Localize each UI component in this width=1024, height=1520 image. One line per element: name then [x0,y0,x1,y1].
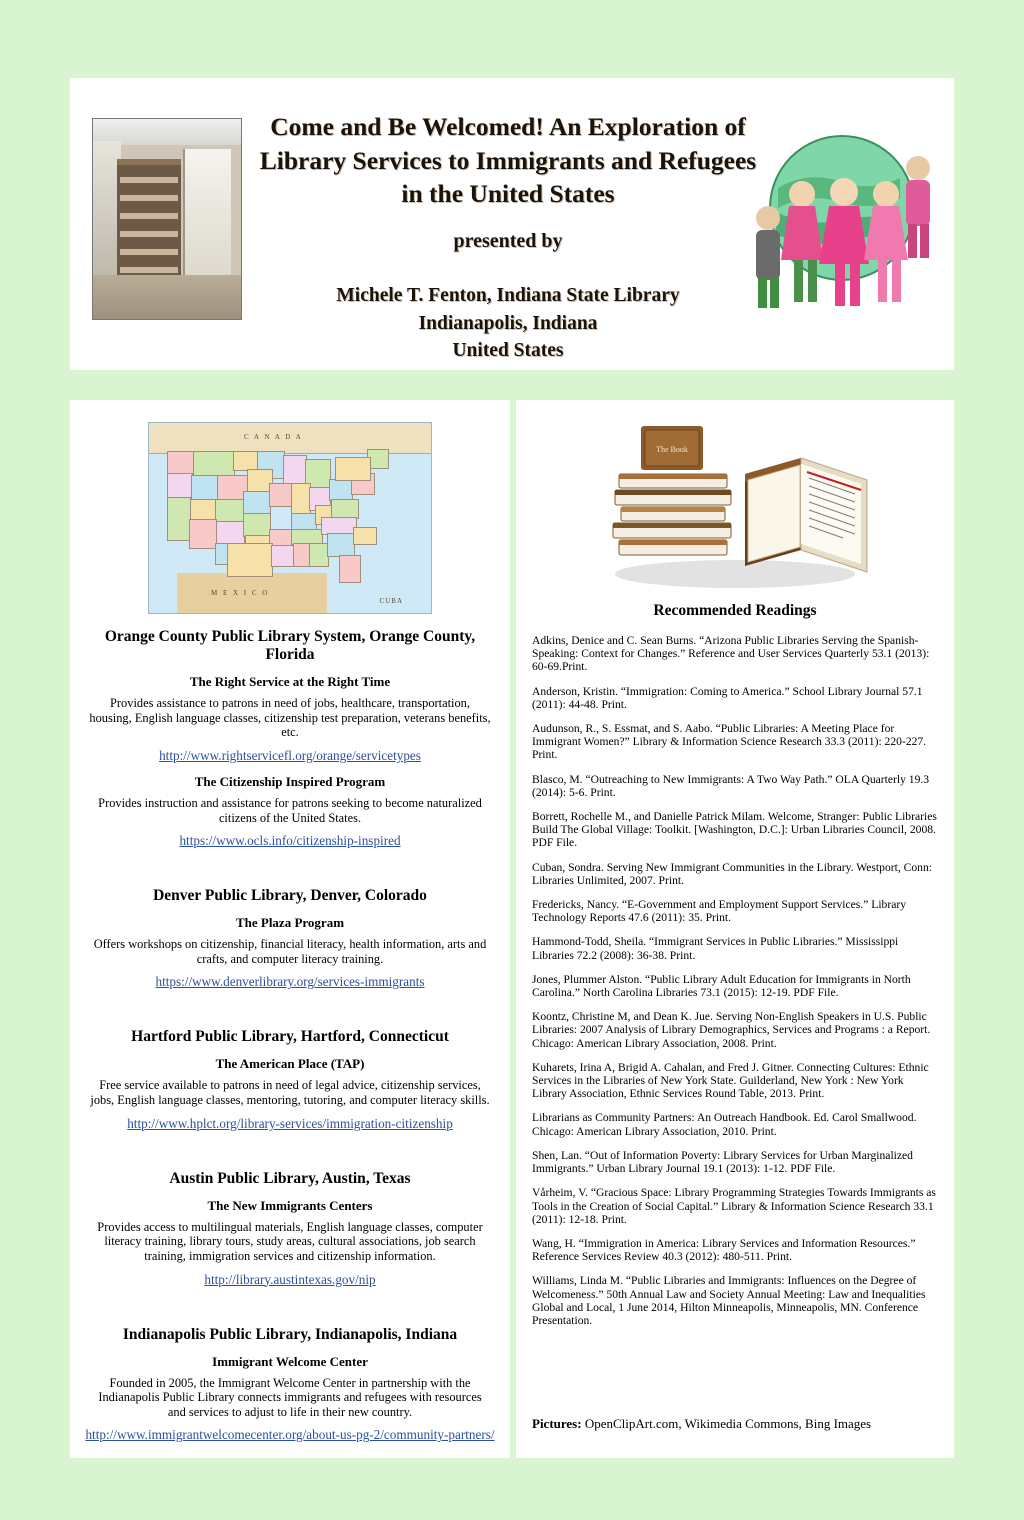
recommended-readings-heading: Recommended Readings [653,602,817,619]
link-rightservicefl[interactable]: http://www.rightservicefl.org/orange/servicetypes [159,747,421,763]
bibliography-entry: Anderson, Kristin. “Immigration: Coming to America.” School Library Journal 57.1 (2011): 44-48. Print. [532,684,923,711]
library-interior-photo [92,118,242,320]
bibliography-entry: Borrett, Rochelle M., and Danielle Patrick Milam. Welcome, Stranger: Public Libraries Build The Global Village: Toolkit. [Washington, D.C.]: Urban Libraries Council, 2008. PDF File. [532,810,937,850]
bibliography-entry: Librarians as Community Partners: An Outreach Handbook. Ed. Carol Smallwood. Chicago: American Library Association, 2010. Print. [532,1111,917,1138]
bibliography-entry: Vårheim, V. “Gracious Space: Library Programming Strategies Towards Immigrants as Tools in the Creation of Social Capital.” Library & Information Science Research 33.1 (2011): 12-18. Print. [532,1186,936,1226]
program-description-plaza: Offers workshops on citizenship, financial literacy, health information, arts and crafts, and computer literacy training. [93,937,487,966]
picture-credits-value: OpenClipArt.com, Wikimedia Commons, Bing Images [584,1416,872,1431]
map-states-group [167,449,399,575]
bibliography-entry: Shen, Lan. “Out of Information Poverty: Library Services for Urban Marginalized Immigrants.” Urban Library Journal 19.1 (2013): 1-12. PDF File. [532,1148,913,1176]
program-description-immigrant-welcome-center: Founded in 2005, the Immigrant Welcome Center in partnership with the Indianapolis Public Library connects immigrants and refugees with resources and services to adjust to life in their new country. [98,1375,482,1419]
library-name-hartford: Hartford Public Library, Hartford, Connecticut [131,1028,449,1046]
bibliography-entry: Audunson, R., S. Essmat, and S. Aabo. “Public Libraries: A Meeting Place for Immigrant Women?” Library & Information Science Research 33.3 (2011): 220-227. Print. [532,722,927,762]
program-name-plaza: The Plaza Program [235,915,345,931]
bibliography-entry: Cuban, Sondra. Serving New Immigrant Communities in the Library. Westport, Conn: Libraries Unlimited, 2007. Print. [532,860,932,887]
library-name-denver: Denver Public Library, Denver, Colorado [153,887,427,905]
program-name-immigrant-welcome-center: Immigrant Welcome Center [212,1353,368,1369]
header-panel [70,78,954,370]
library-name-indianapolis: Indianapolis Public Library, Indianapolis, Indiana [122,1325,458,1343]
program-name-right-service: The Right Service at the Right Time [189,674,391,689]
link-hplct[interactable]: http://www.hplct.org/library-services/immigration-citizenship [127,1115,453,1131]
bibliography-entry: Jones, Plummer Alston. “Public Library Adult Education for Immigrants in North Carolina.” North Carolina Libraries 73.1 (2015): 12-19. PDF File. [532,972,911,1000]
bibliography-entry: Wang, H. “Immigration in America: Library Services and Information Resources.” Reference Services Review 40.3 (2012): 480-511. Print. [532,1236,916,1264]
bibliography-entry: Williams, Linda M. “Public Libraries and Immigrants: Influences on the Degree of Welcomeness.” 50th Annual Law and Society Annual Meeting: Law and Inequalities Global and Local, 1 June 2014, Hilton Minneapolis, Minneapolis, MN. Conference Presentation. [532,1274,926,1327]
program-name-new-immigrants-centers: The New Immigrants Centers [207,1197,373,1213]
map-label-cuba: CUBA [379,597,403,605]
program-name-citizenship-inspired: The Citizenship Inspired Program [194,773,386,789]
author-country-line: United States [452,340,564,362]
presented-by-label: presented by [453,230,563,252]
author-name-line: Michele T. Fenton, Indiana State Library [336,285,680,306]
bibliography-entry: Adkins, Denice and C. Sean Burns. “Arizona Public Libraries Serving the Spanish-Speaking: Context for Changes.” Reference and User Services Quarterly 53.1 (2013): 60-69.Print. [532,634,930,674]
program-description-american-place: Free service available to patrons in need of legal advice, citizenship services, jobs, English language classes, mentoring, tutoring, and computer literacy skills. [90,1078,490,1107]
bibliography-entry: Fredericks, Nancy. “E-Government and Employment Support Services.” Library Technology Reports 47.6 (2011): 35. Print. [532,898,906,925]
author-block [248,282,768,365]
link-austintexas[interactable]: http://library.austintexas.gov/nip [204,1271,376,1287]
united-states-map [148,422,432,614]
bibliography-entry: Koontz, Christine M, and Dean K. Jue. Serving Non-English Speakers in U.S. Public Libraries: 2007 Analysis of Library Demographics, Services and Programs : a Report. Chicago: American Library Association, 2008. Print. [532,1010,931,1050]
program-name-american-place: The American Place (TAP) [215,1056,365,1072]
link-immigrantwelcomecenter[interactable]: http://www.immigrantwelcomecenter.org/about-us-pg-2/community-partners/ [85,1427,495,1443]
page-title: Come and Be Welcomed! An Exploration of Library Services to Immigrants and Refugees in the United States [259,112,757,209]
bibliography-entry: Hammond-Todd, Sheila. “Immigrant Services in Public Libraries.” Mississippi Libraries 72.2 (2008): 36-38. Print. [532,935,899,962]
picture-credits [532,1416,871,1432]
link-denverlibrary[interactable]: https://www.denverlibrary.org/services-immigrants [155,974,425,990]
people-around-globe-icon [734,96,944,326]
map-label-mexico: M E X I C O [211,589,270,597]
program-description-right-service: Provides assistance to patrons in need of jobs, healthcare, transportation, housing, English language classes, citizenship test preparation, veterans benefits, etc. [89,696,491,740]
stack-of-books-icon [585,414,885,594]
link-ocls-citizenship[interactable]: https://www.ocls.info/citizenship-inspired [179,833,401,849]
picture-credits-label: Pictures: [532,1416,582,1431]
svg-text:The Book: The Book [656,445,688,454]
program-description-new-immigrants-centers: Provides access to multilingual materials, English language classes, computer literacy training, library tours, study areas, cultural associations, job search training, immigration services and citizenship information. [97,1219,483,1263]
map-label-canada: C A N A D A [244,433,303,441]
program-description-citizenship-inspired: Provides instruction and assistance for patrons seeking to become naturalized citizens of the United States. [98,795,482,825]
bibliography-entry: Blasco, M. “Outreaching to New Immigrants: A Two Way Path.” OLA Quarterly 19.3 (2014): 5-6. Print. [532,772,930,799]
bibliography-entry: Kuharets, Irina A, Brigid A. Cahalan, and Fred J. Gitner. Connecting Cultures: Ethnic Services in the Libraries of New York State. Guilderland, New York : New York Library Association, Ethnic Services Round Table, 2013. Print. [532,1060,929,1101]
library-name-orange-county: Orange County Public Library System, Orange County, Florida [104,628,476,663]
library-name-austin: Austin Public Library, Austin, Texas [169,1169,411,1187]
author-city-line: Indianapolis, Indiana [418,312,598,334]
left-column [70,400,510,1458]
right-column [516,400,954,1458]
